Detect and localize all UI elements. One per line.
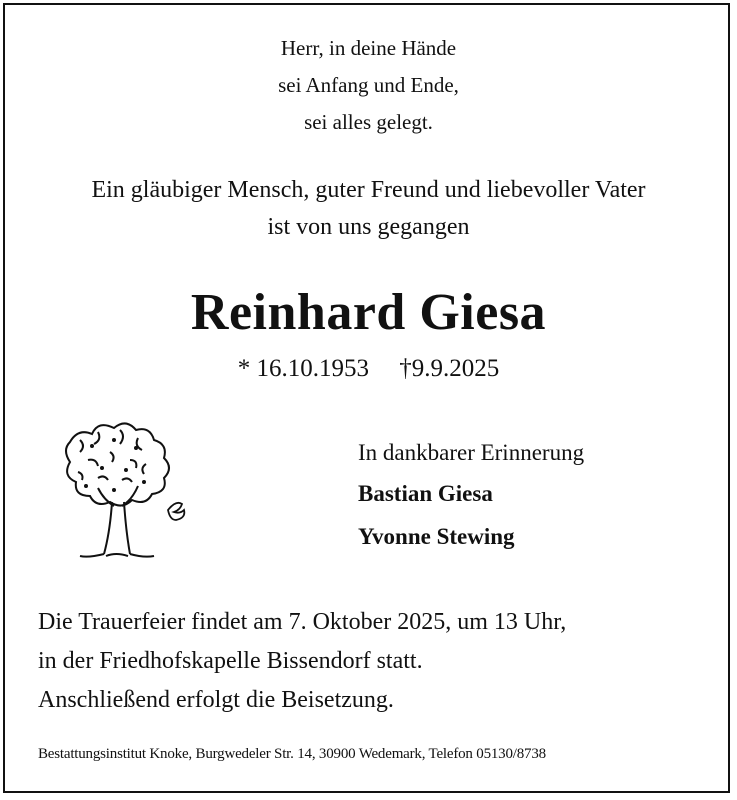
mourners (358, 434, 584, 558)
mourner-name: Bastian Giesa (358, 481, 493, 506)
verse-line: sei Anfang und Ende, (278, 73, 459, 97)
service-line: in der Friedhofskapelle Bissendorf statt. (38, 648, 423, 674)
birth-date: * 16.10.1953 (237, 355, 369, 382)
tree-with-bird-icon (40, 402, 200, 572)
verse (0, 30, 737, 141)
verse-line: sei alles gelegt. (304, 110, 433, 134)
deceased-name: Reinhard Giesa (190, 284, 547, 341)
life-dates (0, 355, 737, 383)
tribute (0, 172, 737, 246)
service-info (38, 603, 566, 720)
service-line: Anschließend erfolgt die Beisetzung. (38, 687, 394, 713)
mourner-name: Yvonne Stewing (358, 524, 515, 549)
funeral-home-footer: Bestattungsinstitut Knoke, Burgwedeler Str. 14, 30900 Wedemark, Telefon 05130/8738 (38, 746, 546, 762)
mourners-lead: In dankbarer Erinnerung (358, 440, 585, 465)
verse-line: Herr, in deine Hände (280, 36, 457, 60)
death-date: †9.9.2025 (399, 355, 500, 382)
service-line: Die Trauerfeier findet am 7. Oktober 2025, um 13 Uhr, (38, 609, 567, 635)
tribute-line: ist von uns gegangen (267, 214, 470, 240)
tribute-line: Ein gläubiger Mensch, guter Freund und liebevoller Vater (91, 177, 646, 203)
